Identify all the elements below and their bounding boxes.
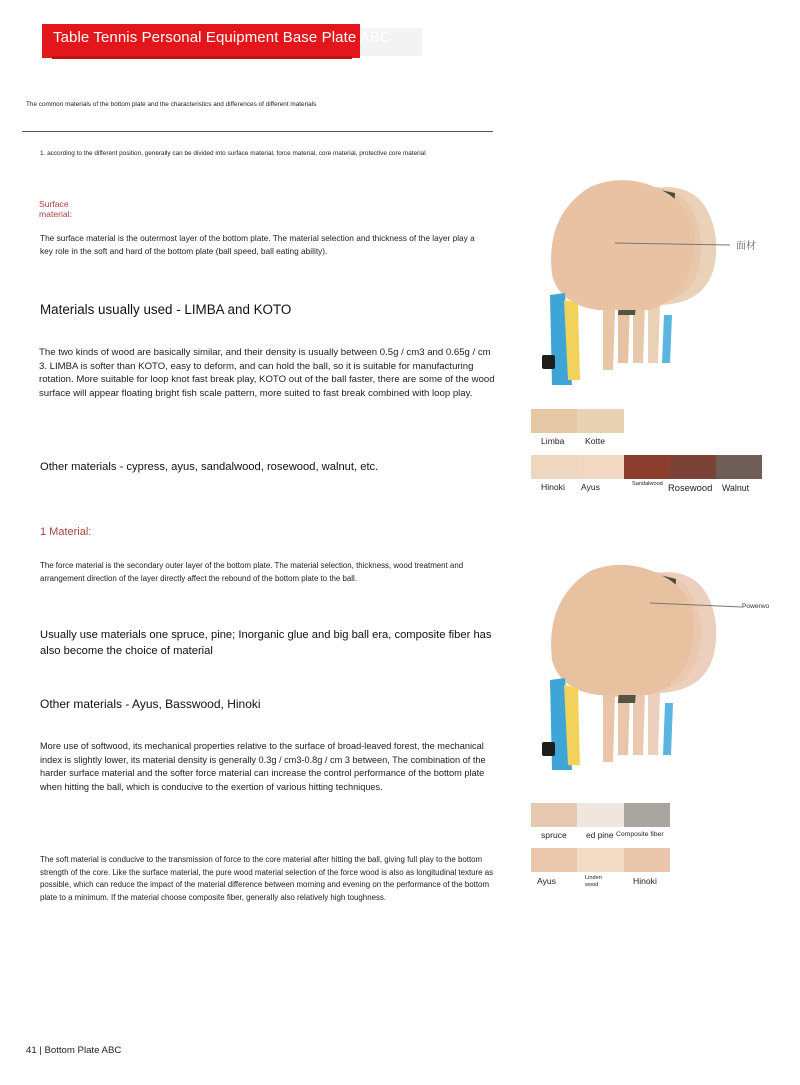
swatch-pine bbox=[577, 803, 624, 827]
surface-callout-label: 面材 bbox=[736, 241, 756, 252]
swatch-hinoki-label: Hinoki bbox=[541, 482, 565, 492]
swatch-sandalwood bbox=[624, 455, 670, 479]
force-text-2: The soft material is conducive to the transmission of force to the core material after hitting the ball, giving full play to the bottom strength of the core. Like the surface material, the pure wood material selection of the force wood is also as longitudinal texture as possible, which can reduce the impact of the material difference between morning and evening on the performance of the bottom plate to a minimum. If the material choose composite fiber, generally also relatively high toughness. bbox=[40, 855, 494, 902]
surface-other-heading: Other materials - cypress, ayus, sandalwood, rosewood, walnut, etc. bbox=[40, 461, 379, 473]
swatch-composite-fiber-label: Composite fiber bbox=[616, 831, 664, 838]
swatch-kotte-label: Kotte bbox=[585, 436, 606, 446]
swatch-pine-label: ed pine bbox=[586, 830, 614, 840]
swatch-ayus-2 bbox=[531, 848, 577, 872]
page-footer: 41 | Bottom Plate ABC bbox=[26, 1045, 122, 1056]
swatch-ayus bbox=[577, 455, 624, 479]
swatch-walnut-label: Walnut bbox=[722, 483, 750, 493]
force-usually-heading: Usually use materials one spruce, pine; Inorganic glue and big ball era, composite fiber has also become the choice of material bbox=[40, 629, 492, 657]
surface-label: Surface material: bbox=[39, 199, 72, 219]
swatch-rosewood-label: Rosewood bbox=[668, 482, 713, 493]
surface-description: The surface material is the outermost layer of the bottom plate. The material selection and thickness of the layer play a key role in the soft and hard of the bottom plate (ball speed, ball eating ability). bbox=[40, 233, 475, 256]
intro-text: 1. according to the different position, generally can be divided into surface material, force material, core material, protective core material bbox=[40, 150, 426, 157]
swatch-linden-wood-label: Linden wood bbox=[585, 875, 602, 888]
swatch-rosewood bbox=[670, 455, 716, 479]
force-label: 1 Material: bbox=[40, 526, 92, 538]
swatch-hinoki bbox=[531, 455, 577, 479]
force-other-heading: Other materials - Ayus, Basswood, Hinoki bbox=[40, 697, 261, 711]
section-divider bbox=[22, 131, 493, 132]
swatch-ayus-label: Ayus bbox=[581, 482, 600, 492]
swatch-sandalwood-label: Sandalwood bbox=[632, 481, 663, 487]
force-text-1: More use of softwood, its mechanical properties relative to the surface of broad-leaved forest, the mechanical index is slightly lower, its material density is generally 0.3g / cm3-0.8g / cm 3 between, The combination of the harder surface material and the softer force material can increase the control performance of the bottom plate when hitting the ball, which is conducive to the exertion of various hitting techniques. bbox=[40, 741, 486, 792]
blade-layers-illustration-surface bbox=[520, 175, 800, 390]
swatch-hinoki-2 bbox=[624, 848, 670, 872]
swatch-spruce-label: spruce bbox=[541, 830, 567, 840]
surface-usually-text: The two kinds of wood are basically similar, and their density is usually between 0.5g / cm3 and 0.65g / cm 3. LIMBA is softer than KOTO, easy to deform, and can hold the ball, so it is suitable for manufacturing rotation. More suitable for loop knot fast break play, KOTO out of the ball faster, there are some of the wood surface will appear floating bright fish scale pattern, more suited to fast break combined with loop play. bbox=[39, 347, 495, 399]
swatch-limba bbox=[531, 409, 577, 433]
swatch-spruce bbox=[531, 803, 577, 827]
force-callout-label: Powerwo bbox=[742, 603, 770, 610]
force-description: The force material is the secondary outer layer of the bottom plate. The material selection, thickness, wood treatment and arrangement direction of the layer directly affect the rebound of the bottom plate to the ball. bbox=[40, 561, 464, 583]
swatch-kotte bbox=[577, 409, 624, 433]
blade-layers-illustration-force bbox=[520, 555, 800, 785]
title-underline bbox=[52, 56, 352, 59]
surface-usually-heading: Materials usually used - LIMBA and KOTO bbox=[40, 302, 292, 317]
swatch-walnut bbox=[716, 455, 762, 479]
swatch-limba-label: Limba bbox=[541, 436, 565, 446]
blade-layer-front bbox=[551, 180, 694, 310]
swatch-ayus-2-label: Ayus bbox=[537, 876, 556, 886]
page-title: Table Tennis Personal Equipment Base Plate ABC bbox=[53, 29, 391, 46]
swatch-composite-fiber bbox=[624, 803, 670, 827]
swatch-linden-wood bbox=[577, 848, 624, 872]
swatch-hinoki-2-label: Hinoki bbox=[633, 876, 657, 886]
page-subtitle: The common materials of the bottom plate and the characteristics and differences of different materials bbox=[26, 101, 317, 108]
